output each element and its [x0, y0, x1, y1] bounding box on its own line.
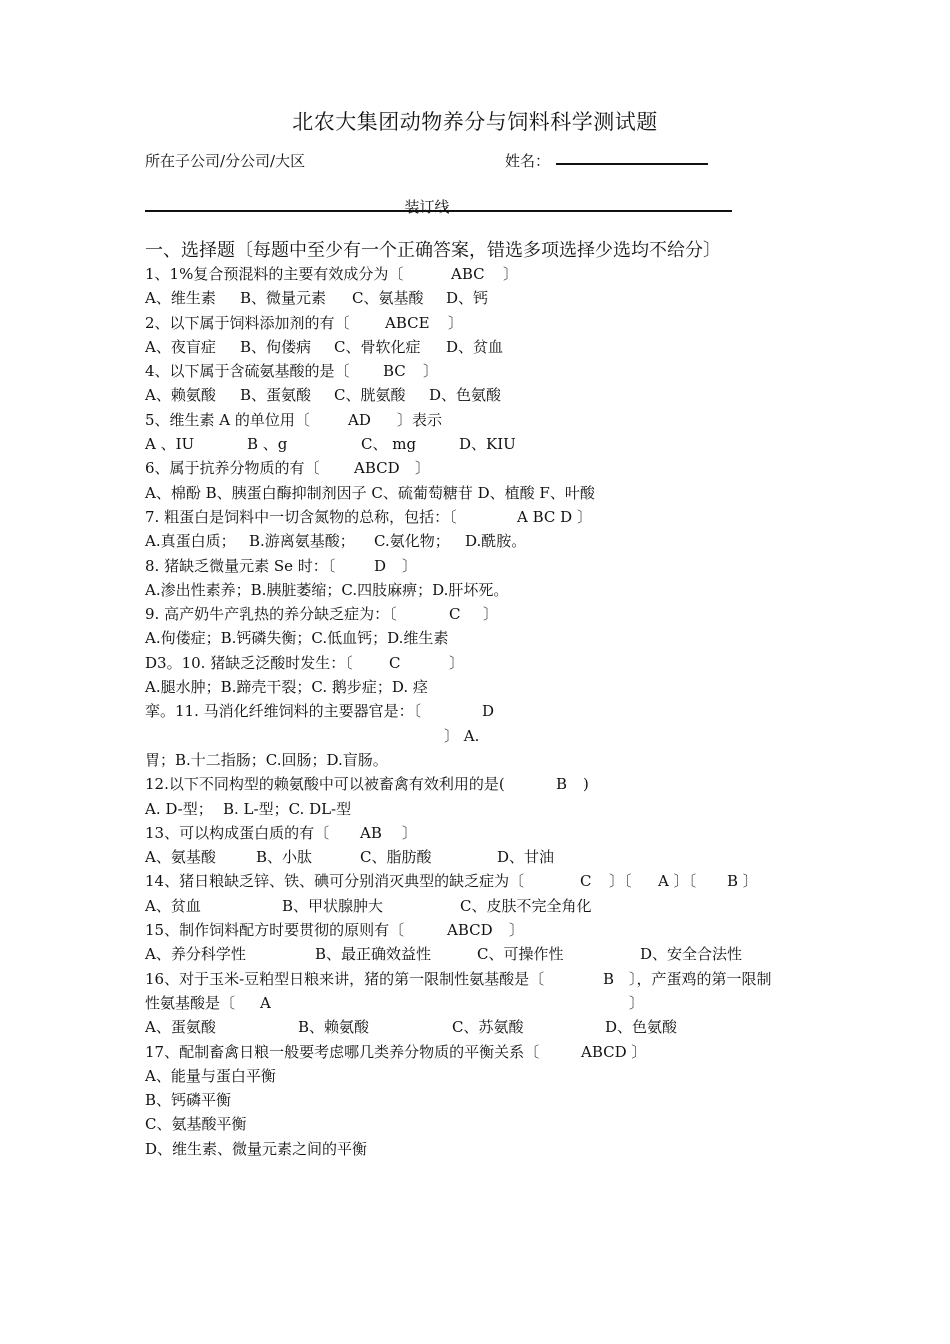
line-text: B、蛋氨酸: [240, 386, 312, 405]
line-text: 性氨基酸是〔: [145, 993, 236, 1012]
line-text: 6、属于抗养分物质的有〔: [145, 459, 320, 478]
line-text: C: [449, 605, 461, 624]
name-underline: [556, 163, 708, 165]
question-line: [145, 772, 810, 796]
line-text: C、皮肤不完全角化: [460, 896, 592, 915]
line-text: 〕: [423, 362, 439, 381]
line-text: A.真蛋白质；: [145, 532, 236, 551]
line-text: 〕: [483, 605, 499, 624]
question-line: [145, 578, 810, 602]
question-line: [145, 1064, 810, 1088]
question-line: [145, 408, 810, 432]
line-text: B、甲状腺肿大: [282, 896, 384, 915]
line-text: B、佝偻病: [240, 337, 312, 356]
line-text: 〕: [629, 993, 645, 1012]
line-text: A 〕〔: [658, 872, 697, 891]
line-text: B、小肽: [256, 848, 313, 867]
question-line: [145, 699, 810, 723]
line-text: 〕: [402, 823, 418, 842]
line-text: B、最正确效益性: [315, 945, 432, 964]
line-text: C、骨软化症: [334, 337, 421, 356]
line-text: 9. 高产奶牛产乳热的养分缺乏症为：〔: [145, 605, 397, 624]
line-text: A、蛋氨酸: [145, 1018, 216, 1037]
question-line: [145, 383, 810, 407]
question-line: [145, 894, 810, 918]
line-text: D: [482, 702, 495, 721]
page-title: 北农大集团动物养分与饲料科学测试题: [292, 110, 658, 134]
line-text: 8. 猪缺乏微量元素 Se 时：〔: [145, 556, 336, 575]
line-text: ABCD: [354, 459, 400, 478]
question-line: [145, 1015, 810, 1039]
line-text: 〕: [509, 921, 525, 940]
line-text: B、钙磷平衡: [145, 1091, 232, 1110]
question-line: [145, 797, 810, 821]
question-line: [145, 675, 810, 699]
line-text: C、氨基酸平衡: [145, 1115, 247, 1134]
org-label: 所在子公司/分公司/大区: [145, 152, 306, 170]
name-label: 姓名：: [505, 152, 551, 170]
question-line: [145, 651, 810, 675]
line-text: ABC: [451, 265, 485, 283]
line-text: B、微量元素: [240, 289, 327, 308]
line-text: D、色氨酸: [429, 386, 502, 405]
binding-line-label: [0, 196, 950, 217]
line-text: D、贫血: [446, 337, 504, 356]
line-text: A BC D 〕: [517, 507, 592, 526]
question-line: [145, 869, 810, 893]
question-line: [145, 967, 810, 991]
line-text: 〕: [415, 459, 431, 478]
line-text: A、维生素: [145, 289, 216, 308]
line-text: A 、IU: [145, 435, 195, 454]
question-line: [145, 1040, 810, 1064]
question-line: [145, 554, 810, 578]
binding-label: 装订线: [404, 198, 450, 216]
question-line: [145, 918, 810, 942]
line-text: 〕: [503, 265, 519, 283]
line-text: 〕，产蛋鸡的第一限制: [629, 969, 772, 988]
line-text: A、养分科学性: [145, 945, 246, 964]
question-line: [145, 602, 810, 626]
line-text: 〕表示: [397, 410, 443, 429]
line-text: 挛。11. 马消化纤维饲料的主要器官是：〔: [145, 702, 422, 721]
line-text: ABCE: [385, 313, 430, 332]
line-text: D、维生素、微量元素之间的平衡: [145, 1139, 368, 1158]
binding-line: [145, 210, 732, 212]
line-text: 〕: [448, 313, 464, 332]
question-line: [145, 456, 810, 480]
line-text: D: [374, 556, 387, 575]
line-text: C.氨化物；: [374, 532, 450, 551]
line-text: A、能量与蛋白平衡: [145, 1066, 276, 1085]
line-text: 4、以下属于含硫氨基酸的是〔: [145, 362, 350, 381]
line-text: 〕〔: [609, 872, 632, 891]
question-list: [145, 262, 810, 1161]
line-text: C、可操作性: [477, 945, 564, 964]
question-line: [145, 481, 810, 505]
line-text: D3。10. 猪缺乏泛酸时发生：〔: [145, 653, 353, 672]
line-text: A、贫血: [145, 896, 201, 915]
line-text: 14、猪日粮缺乏锌、铁、碘可分别消灭典型的缺乏症为〔: [145, 872, 525, 891]
line-text: B 〕: [727, 872, 758, 891]
question-line: [145, 311, 810, 335]
question-line: [145, 505, 810, 529]
line-text: 7. 粗蛋白是饲料中一切含氮物的总称，包括：〔: [145, 507, 457, 526]
line-text: D、KIU: [459, 435, 516, 454]
line-text: A、赖氨酸: [145, 386, 216, 405]
line-text: B、赖氨酸: [298, 1018, 370, 1037]
line-text: 5、维生素 A 的单位用〔: [145, 410, 310, 429]
line-text: 〕: [449, 653, 465, 672]
question-line: [145, 529, 810, 553]
line-text: ABCD: [447, 921, 493, 940]
line-text: AD: [348, 410, 371, 429]
question-line: [145, 1112, 810, 1136]
line-text: A.佝偻症；B.钙磷失衡；C.低血钙；D.维生素: [145, 629, 449, 648]
line-text: C: [389, 653, 401, 672]
question-line: [145, 724, 810, 748]
line-text: 〕 A.: [444, 726, 480, 745]
line-text: 16、对于玉米-豆粕型日粮来讲，猪的第一限制性氨基酸是〔: [145, 969, 545, 988]
line-text: 15、制作饲料配方时要贯彻的原则有〔: [145, 921, 405, 940]
line-text: D.酰胺。: [465, 532, 527, 551]
question-line: [145, 1088, 810, 1112]
line-text: 17、配制畜禽日粮一般要考虑哪几类养分物质的平衡关系〔: [145, 1042, 540, 1061]
line-text: C、苏氨酸: [452, 1018, 524, 1037]
line-text: A.渗出性素养；B.胰脏萎缩；C.四肢麻痹；D.肝坏死。: [145, 580, 509, 599]
line-text: B 、g: [247, 435, 288, 454]
question-line: [145, 432, 810, 456]
line-text: B.游离氨基酸；: [249, 532, 355, 551]
line-text: B. L-型；C. DL-型: [223, 799, 352, 818]
question-line: [145, 626, 810, 650]
question-line: [145, 942, 810, 966]
question-line: [145, 262, 810, 286]
section-title: 一、选择题〔每题中至少有一个正确答案，错选多项选择少选均不给分〕: [145, 240, 721, 261]
question-line: [145, 335, 810, 359]
line-text: D、甘油: [497, 848, 555, 867]
question-line: [145, 991, 810, 1015]
line-text: A、棉酚 B、胰蛋白酶抑制剂因子 C、硫葡萄糖苷 D、植酸 F、叶酸: [145, 483, 595, 502]
line-text: B: [603, 969, 615, 988]
line-text: A、夜盲症: [145, 337, 216, 356]
question-line: [145, 748, 810, 772]
question-line: [145, 1137, 810, 1161]
line-text: 〕: [402, 556, 418, 575]
line-text: C: [580, 872, 592, 891]
line-text: 2、以下属于饲料添加剂的有〔: [145, 313, 350, 332]
line-text: 12.以下不同构型的赖氨酸中可以被畜禽有效利用的是(: [145, 775, 505, 794]
line-text: AB: [360, 823, 382, 842]
line-text: A.腿水肿；B.蹄壳干裂；C. 鹅步症；D. 痉: [145, 678, 428, 697]
line-text: C、 mg: [361, 435, 417, 454]
line-text: C、胱氨酸: [334, 386, 406, 405]
line-text: BC: [383, 362, 406, 381]
line-text: 1、1%复合预混料的主要有效成分为〔: [145, 265, 404, 283]
question-line: [145, 821, 810, 845]
line-text: A. D-型；: [145, 799, 213, 818]
question-line: [145, 286, 810, 310]
line-text: ): [583, 775, 589, 794]
line-text: C、脂肪酸: [360, 848, 432, 867]
line-text: D、钙: [446, 289, 489, 308]
question-line: [145, 359, 810, 383]
line-text: D、色氨酸: [605, 1018, 678, 1037]
line-text: B: [556, 775, 568, 794]
line-text: 13、可以构成蛋白质的有〔: [145, 823, 330, 842]
line-text: ABCD 〕: [581, 1042, 647, 1061]
question-line: [145, 845, 810, 869]
line-text: C、氨基酸: [352, 289, 424, 308]
line-text: 胃；B.十二指肠；C.回肠；D.盲肠。: [145, 750, 388, 769]
line-text: A、氨基酸: [145, 848, 216, 867]
line-text: D、安全合法性: [640, 945, 743, 964]
line-text: A: [260, 993, 271, 1012]
